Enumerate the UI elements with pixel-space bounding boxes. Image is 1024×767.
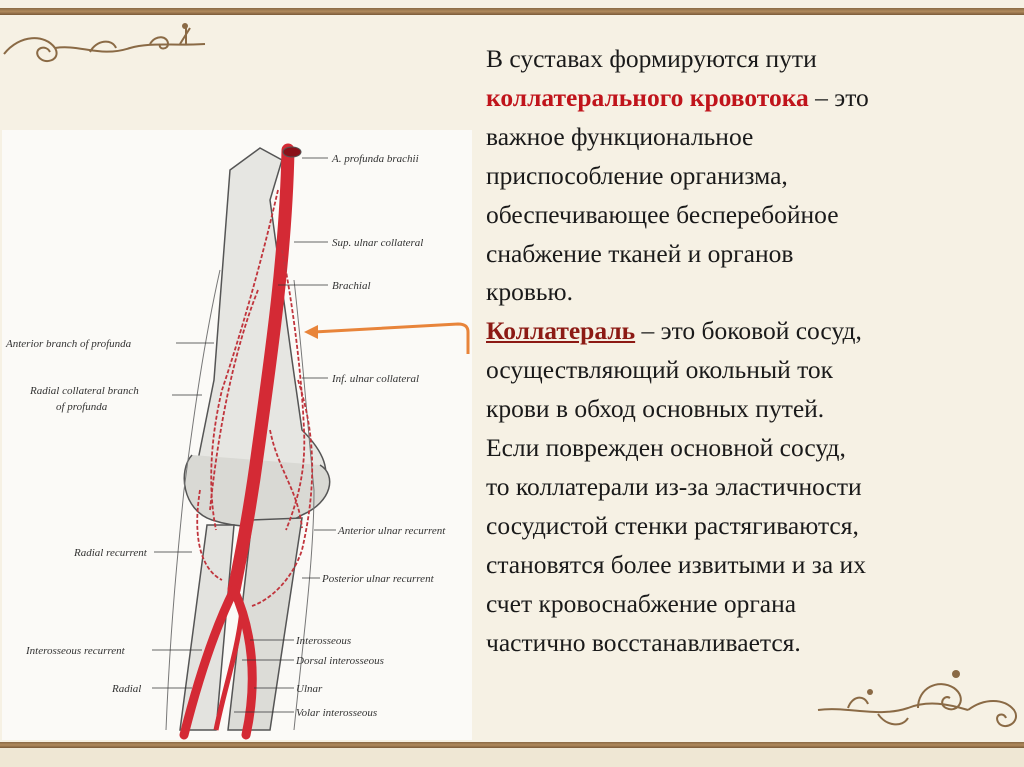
label-profunda-brachii: A. profunda brachii: [332, 153, 419, 165]
label-radial-recurrent: Radial recurrent: [74, 547, 147, 559]
label-interosseous-recurrent: Interosseous recurrent: [26, 645, 125, 657]
label-radial-collateral-line2: of profunda: [56, 401, 108, 413]
label-sup-ulnar-collateral: Sup. ulnar collateral: [332, 237, 424, 249]
text-line: приспособление организма,: [486, 160, 788, 190]
text-line: частично восстанавливается.: [486, 627, 801, 657]
text-line: снабжение тканей и органов: [486, 238, 794, 268]
text-line: Если поврежден основной сосуд,: [486, 433, 846, 463]
text-line: обеспечивающее бесперебойное: [486, 199, 839, 229]
label-interosseous: Interosseous: [296, 635, 352, 647]
text-line: [486, 312, 1016, 351]
collateral-blood-flow-highlight: коллатерального кровотока: [486, 82, 809, 112]
text-line: счет кровоснабжение органа: [486, 588, 797, 618]
label-radial: Radial: [112, 683, 142, 695]
label-ulnar: Ulnar: [296, 683, 323, 695]
label-posterior-ulnar-recurrent: Posterior ulnar recurrent: [322, 573, 434, 585]
text-line: крови в обход основных путей.: [486, 394, 825, 424]
text-line: В суставах формируются пути: [486, 44, 817, 73]
text-line: сосудистой стенки растягиваются,: [486, 510, 859, 540]
flourish-ornament-top-left: [0, 14, 220, 72]
text-line: осуществляющий окольный ток: [486, 355, 834, 385]
pointer-arrow: [296, 318, 476, 358]
text-line: важное функциональное: [486, 121, 754, 151]
label-anterior-branch-profunda: Anterior branch of profunda: [6, 338, 132, 350]
text-line: кровью.: [486, 277, 573, 307]
label-anterior-ulnar-recurrent: Anterior ulnar recurrent: [338, 525, 446, 537]
explanation-text: [486, 40, 1016, 663]
label-volar-interosseous: Volar interosseous: [296, 707, 378, 719]
collateral-term: Коллатераль: [486, 316, 636, 346]
text-line: то коллатерали из-за эластичности: [486, 471, 862, 501]
label-brachial: Brachial: [332, 280, 371, 292]
label-radial-collateral-line1: Radial collateral branch: [30, 385, 139, 397]
flourish-ornament-bottom-right: [808, 648, 1024, 740]
radius-bone: [180, 525, 234, 730]
text-line: становятся более извитыми и за их: [486, 549, 866, 579]
label-dorsal-interosseous: Dorsal interosseous: [296, 655, 384, 667]
label-inf-ulnar-collateral: Inf. ulnar collateral: [332, 373, 420, 385]
elbow-arteries-diagram: [2, 130, 472, 740]
text-fragment: – это боковой сосуд,: [635, 316, 862, 346]
bottom-strip: [0, 748, 1024, 767]
text-line: [486, 79, 1016, 118]
text-fragment: – это: [808, 82, 869, 112]
elbow-arteries-figure: [2, 130, 472, 740]
